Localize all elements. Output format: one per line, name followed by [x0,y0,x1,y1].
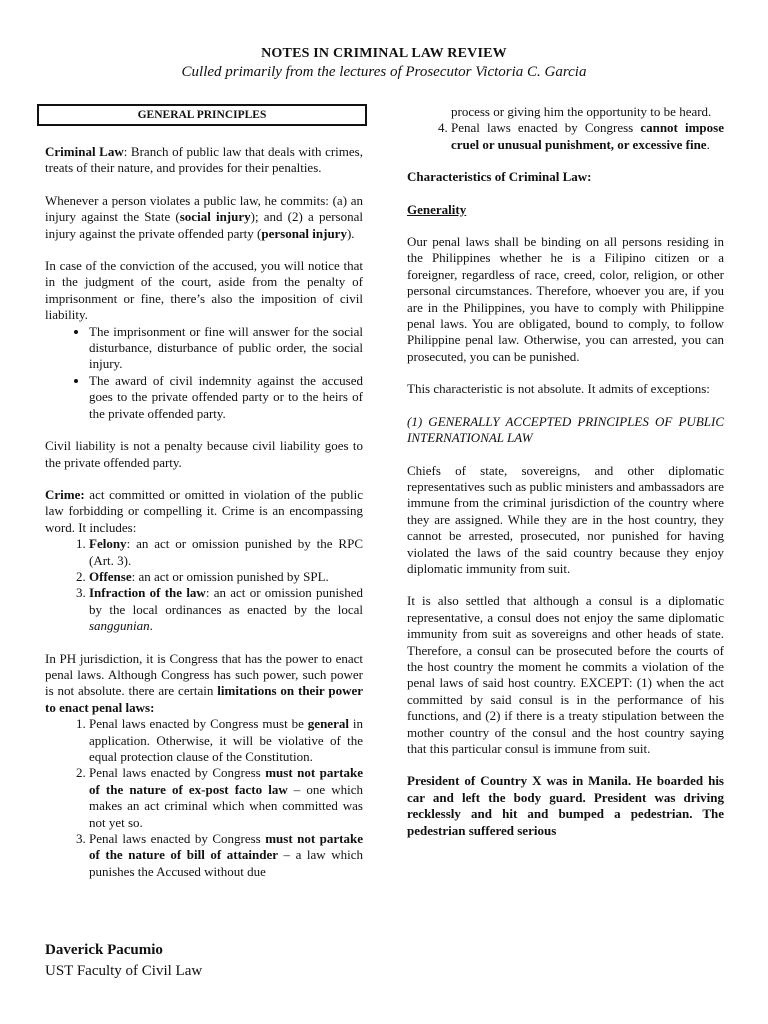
term-felony: Felony [89,536,127,552]
limit-post: in application. Otherwise, it will be violative of the equal protection clause of the Constitution. [89,716,363,764]
document-footer [45,940,202,982]
exception-text: (1) GENERALLY ACCEPTED PRINCIPLES OF PUBLIC INTERNATIONAL LAW [407,413,724,446]
crime-types-list [45,536,363,634]
criminal-law-def-text: : Branch of public law that deals with crimes, treats of their nature, and provides for their penalties. [45,144,363,176]
document-header [0,46,768,81]
chiefs-of-state-paragraph: Chiefs of state, sovereigns, and other diplomatic representatives such as public ministers and ambassadors are immune from the criminal jurisdiction of the country where they are assigned. While they are in the host country, they cannot be arrested, prosecuted, nor punished for having violated the laws of the said country because they enjoy diplomatic immunity from suit. [407,462,724,576]
bullet-item: • The imprisonment or fine will answer for the social disturbance, disturbance of public order, the social injury. [89,324,363,373]
list-item-3-continued: process or giving him the opportunity to be heard. [451,104,712,119]
criminal-law-definition [45,144,363,177]
ph-jurisdiction-paragraph [45,651,363,717]
violation-text-b: ); and (2) a personal injury against the private offended party ( [45,209,363,241]
crime-definition [45,487,363,536]
characteristics-text: Characteristics of Criminal Law: [407,169,592,185]
infraction-text: : an act or omission punished by the local ordinances as enacted by the local [89,585,363,617]
term-offense: Offense [89,568,132,584]
list-item [451,120,724,153]
bullet-item: • The award of civil indemnity against the accused goes to the private offended party or to the heirs of the private offended party. [89,373,363,422]
limit-end: . [706,136,710,152]
list-item [89,716,363,765]
exception-heading [407,414,724,447]
characteristics-heading [407,169,724,185]
generality-heading [407,202,724,218]
civil-liability-paragraph: Civil liability is not a penalty because civil liability goes to the private offended party. [45,438,363,470]
document-subtitle: Culled primarily from the lectures of Prosecutor Victoria C. Garcia [181,64,587,80]
generality-text: Generality [407,201,467,217]
president-paragraph [407,773,724,839]
list-item [89,765,363,831]
list-item [89,536,363,569]
crime-def-text: act committed or omitted in violation of the public law forbidding or compelling it. Crime is an encompassing word. It includes: [45,486,363,535]
list-item [89,585,363,634]
consul-paragraph: It is also settled that although a consul is a diplomatic representative, a consul does not enjoy the same diplomatic immunity from suit as sovereigns and other heads of state. Therefore, a consul can be prosecuted before the courts of the host country the moment he commits a violation of the penal laws of said host country. EXCEPT: (1) when the act committed by said consul is in the performance of his functions, and (2) if there is a treaty stipulation between the mother country of the consul and the host country saying that this particular consul is immune from suit. [407,593,724,756]
ph-text: In PH jurisdiction, it is Congress that has the power to enact penal laws. Although Congress has such power, such power is not absolute. there are certain [45,650,363,699]
limit-bold: cannot impose cruel or unusual punishment, or excessive fine [451,120,724,152]
limitations-list [45,716,363,880]
limit-post: – a law which punishes the Accused without due [89,847,364,879]
infraction-end: . [149,618,153,634]
section-box-general-principles: GENERAL PRINCIPLES [37,104,367,126]
violation-paragraph [45,193,363,242]
right-column [407,104,724,855]
term-social-injury: social injury [179,209,251,225]
limit-bold: must not partake of the nature of ex-post facto law [89,765,363,797]
author-school: UST Faculty of Civil Law [45,963,203,979]
term-infraction: Infraction of the law [89,585,206,601]
limit-bold: must not partake of the nature of bill of attainder [89,831,363,863]
term-crime: Crime: [45,486,85,502]
president-text: President of Country X was in Manila. He boarded his car and left the body guard. President was driving recklessly and hit and bumped a pedestrian. The pedestrian suffered serious [407,773,724,838]
limit-pre: Penal laws enacted by Congress [89,831,266,847]
list-item [89,831,363,880]
limit-post: – one which makes an act criminal which when committed was not yet so. [89,781,363,830]
offense-text: : an act or omission punished by SPL. [131,568,329,584]
limit-pre: Penal laws enacted by Congress [451,120,641,136]
left-column [45,104,363,880]
not-absolute-paragraph: This characteristic is not absolute. It admits of exceptions: [407,381,710,397]
generality-paragraph: Our penal laws shall be binding on all persons residing in the Philippines whether he is a Filipino citizen or a foreigner, regardless of race, creed, color, religion, or other personal circumstances. Therefore, whoever you are, if you are in the Philippines, you have to comply with Philippine penal laws. You are obligated, bound to comply, to follow Philippine penal law. Otherwise, you can arrested, you can prosecuted, you can be punished. [407,234,724,364]
term-criminal-law: Criminal Law [45,144,124,159]
civil-liability-bullets [45,324,363,422]
violation-text-c: ). [346,225,355,241]
felony-text: : an act or omission punished by the RPC (Art. 3). [89,536,363,568]
term-sanggunian: sanggunian [89,618,150,634]
author-name: Daverick Pacumio [45,942,163,958]
document-title: NOTES IN CRIMINAL LAW REVIEW [261,46,507,61]
violation-text-a: Whenever a person violates a public law, he commits: (a) an injury against the State ( [45,192,363,225]
limit-pre: Penal laws enacted by Congress must be [89,716,308,732]
list-item [89,569,363,585]
ph-bold: limitations on their power to enact penal laws: [45,683,363,715]
term-personal-injury: personal injury [261,225,347,241]
limit-pre: Penal laws enacted by Congress [89,765,266,781]
conviction-paragraph: In case of the conviction of the accused, you will notice that in the judgment of the court, aside from the penalty of imprisonment or fine, there’s also the imposition of civil liability. [45,258,363,323]
limitations-list-continued [407,120,724,153]
limit-bold: general [307,716,349,732]
